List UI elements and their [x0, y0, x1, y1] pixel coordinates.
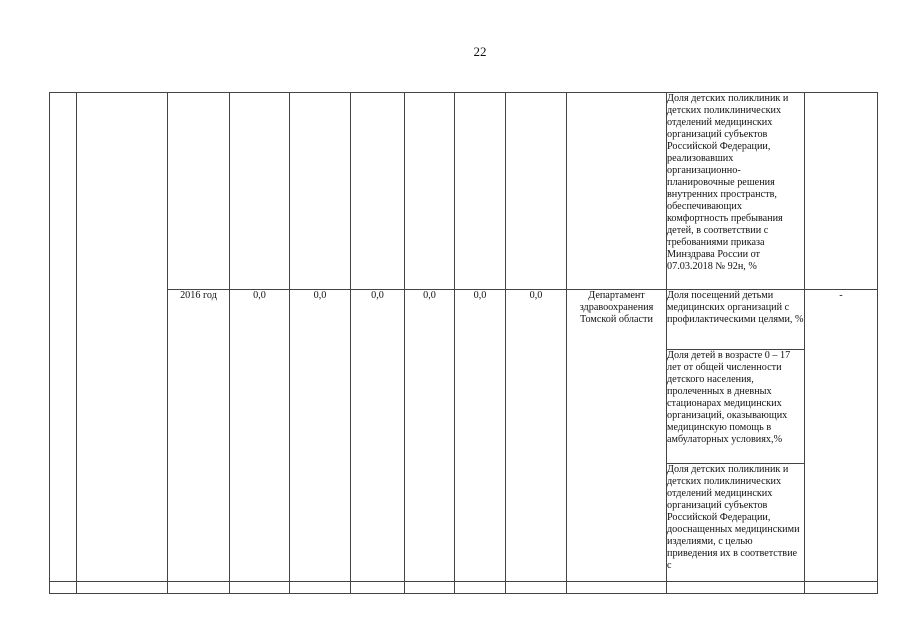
year-cell: 2016 год — [168, 290, 230, 594]
task-cell — [77, 93, 168, 594]
indicator-cell: Доля детских поликлиник и детских поликлинических отделений медицинских организаций субъектов Российской Федерации, реализовавших организационно-планировочные решения внутренних пространств, обеспечивающих комфортность пребывания детей, в соответствии с требованиями приказа Минздрава России от 07.03.2018 № 92н, % — [667, 93, 805, 290]
value-cell — [351, 93, 405, 290]
indicator-value-cell — [805, 93, 878, 290]
value-cell: 0,0 — [230, 290, 290, 594]
indicators-table — [49, 92, 878, 594]
department-cell: Департамент здравоохранения Томской области — [567, 290, 667, 594]
value-cell: 0,0 — [405, 290, 455, 594]
value-cell: 0,0 — [455, 290, 506, 594]
value-cell — [506, 93, 567, 290]
indicator-cell: Доля детских поликлиник и детских поликлинических отделений медицинских организаций субъектов Российской Федерации, дооснащенных медицинскими изделиями, с целью приведения их в соответствие с — [667, 464, 805, 594]
number-cell — [50, 93, 77, 594]
table-row — [50, 93, 878, 290]
value-cell: 0,0 — [506, 290, 567, 594]
table-bottom-border — [49, 581, 877, 582]
year-cell — [168, 93, 230, 290]
value-cell: 0,0 — [351, 290, 405, 594]
value-cell — [405, 93, 455, 290]
value-cell — [230, 93, 290, 290]
indicator-value-cell: - — [805, 290, 878, 594]
table-row — [50, 290, 878, 350]
value-cell — [290, 93, 351, 290]
value-cell — [455, 93, 506, 290]
value-cell: 0,0 — [290, 290, 351, 594]
page-number: 22 — [473, 44, 487, 59]
indicator-cell: Доля детей в возрасте 0 – 17 лет от общей численности детского населения, пролеченных в дневных стационарах медицинских организаций, оказывающих медицинскую помощь в амбулаторных условиях,% — [667, 350, 805, 464]
department-cell — [567, 93, 667, 290]
indicator-cell: Доля посещений детьми медицинских организаций с профилактическими целями, % — [667, 290, 805, 350]
